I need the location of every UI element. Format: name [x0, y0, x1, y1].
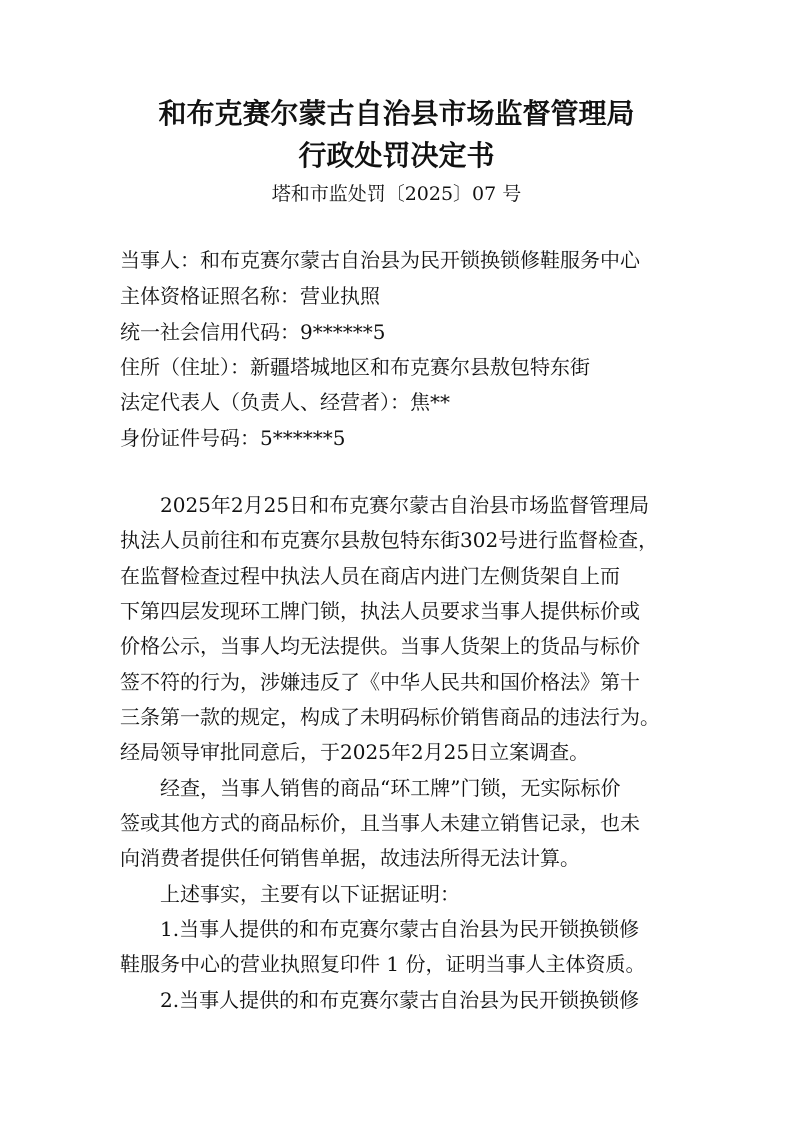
- party-legal-rep: 法定代表人（负责人、经营者）：焦**: [120, 390, 450, 414]
- paragraph-1-line: 经局领导审批同意后，于2025年2月25日立案调查。: [120, 740, 590, 764]
- paragraph-2-line: 签或其他方式的商品标价，且当事人未建立销售记录，也未: [120, 811, 640, 835]
- paragraph-1-line: 2025年2月25日和布克赛尔蒙古自治县市场监督管理局: [160, 493, 650, 517]
- document-number: 塔和市监处罚〔2025〕07 号: [271, 183, 522, 205]
- party-name: 当事人：和布克赛尔蒙古自治县为民开锁换锁修鞋服务中心: [120, 248, 640, 272]
- party-id-number: 身份证件号码：5******5: [120, 426, 346, 450]
- party-address: 住所（住址）：新疆塔城地区和布克赛尔县敖包特东街: [120, 355, 590, 379]
- paragraph-2-line: 向消费者提供任何销售单据，故违法所得无法计算。: [120, 846, 580, 870]
- evidence-intro: 上述事实，主要有以下证据证明：: [160, 882, 460, 906]
- evidence-item-2-line: 2.当事人提供的和布克赛尔蒙古自治县为民开锁换锁修: [160, 988, 640, 1012]
- paragraph-1-line: 下第四层发现环工牌门锁，执法人员要求当事人提供标价或: [120, 599, 640, 623]
- party-credit-code: 统一社会信用代码：9******5: [120, 320, 386, 344]
- paragraph-2-line: 经查，当事人销售的商品“环工牌”门锁，无实际标价: [160, 776, 621, 800]
- party-license-type: 主体资格证照名称：营业执照: [120, 284, 380, 308]
- document-title-agency: 和布克赛尔蒙古自治县市场监督管理局: [158, 97, 635, 130]
- paragraph-1-line: 签不符的行为，涉嫌违反了《中华人民共和国价格法》第十: [120, 670, 640, 694]
- document-title-type: 行政处罚决定书: [298, 139, 495, 172]
- paragraph-1-line: 在监督检查过程中执法人员在商店内进门左侧货架自上而: [120, 564, 620, 588]
- evidence-item-1-line: 鞋服务中心的营业执照复印件 1 份，证明当事人主体资质。: [120, 952, 646, 976]
- evidence-item-1-line: 1.当事人提供的和布克赛尔蒙古自治县为民开锁换锁修: [160, 917, 640, 941]
- paragraph-1-line: 执法人员前往和布克赛尔县敖包特东街302号进行监督检查，: [120, 528, 659, 552]
- paragraph-1-line: 三条第一款的规定，构成了未明码标价销售商品的违法行为。: [120, 705, 660, 729]
- paragraph-1-line: 价格公示，当事人均无法提供。当事人货架上的货品与标价: [120, 634, 640, 658]
